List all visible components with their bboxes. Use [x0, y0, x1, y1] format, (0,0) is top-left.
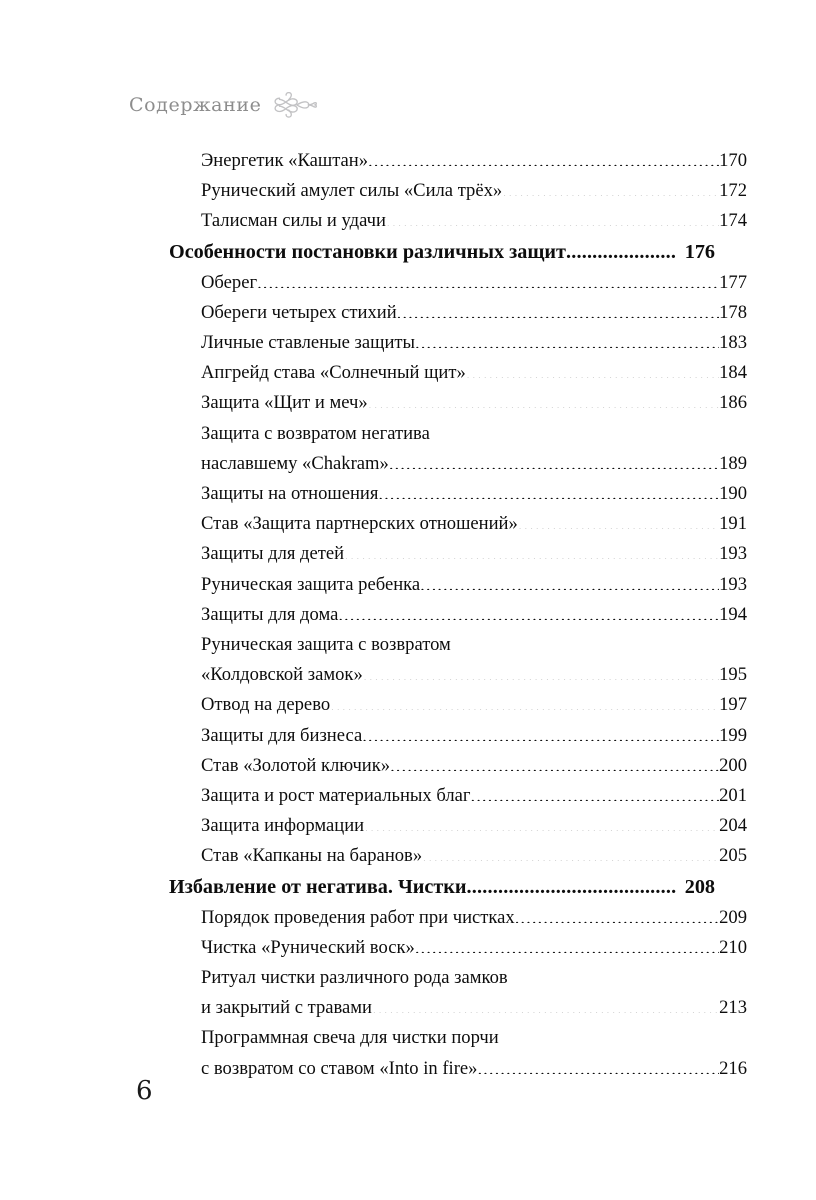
table-of-contents	[169, 146, 747, 1084]
toc-entry-page-number: 216	[719, 1057, 747, 1079]
toc-entry-label: Избавление от негатива. Чистки	[169, 875, 467, 898]
toc-leader-dots	[378, 480, 719, 499]
toc-leader-dots	[372, 995, 719, 1014]
toc-entry[interactable]	[169, 841, 747, 871]
toc-entry[interactable]	[169, 721, 747, 751]
toc-entry-label: Личные ставленые защиты	[201, 332, 416, 354]
toc-entry-page-number: 193	[719, 573, 747, 595]
toc-leader-dots	[257, 269, 719, 288]
toc-entry-page-number: 194	[719, 603, 747, 625]
toc-entry-page-number: 184	[719, 362, 747, 384]
toc-entry[interactable]	[169, 328, 747, 358]
toc-leader-dots	[338, 601, 719, 620]
toc-entry-page-number: 178	[719, 301, 747, 323]
toc-entry-page-number: 210	[719, 936, 747, 958]
toc-leader-dots	[368, 390, 719, 409]
toc-entry-page-number: 190	[719, 483, 747, 505]
toc-entry-label: Защиты на отношения	[201, 483, 379, 505]
toc-entry[interactable]	[169, 449, 747, 479]
toc-leader-dots	[344, 541, 719, 560]
toc-entry[interactable]	[169, 298, 747, 328]
toc-entry-label: наславшему «Chakram»	[201, 452, 389, 474]
toc-entry-label: Отвод на дерево	[201, 694, 331, 716]
toc-entry-page-number: 172	[719, 180, 747, 202]
toc-leader-dots	[518, 511, 719, 530]
running-head	[129, 90, 318, 120]
toc-entry-page-number: 183	[719, 332, 747, 354]
toc-entry[interactable]	[169, 660, 747, 690]
toc-entry-label: «Колдовской замок»	[201, 664, 363, 686]
toc-leader-dots	[477, 1055, 719, 1074]
toc-leader-dots	[422, 843, 719, 862]
toc-leader-dots	[363, 662, 719, 681]
toc-entry-page-number: 186	[719, 392, 747, 414]
toc-entry[interactable]	[169, 206, 747, 236]
toc-entry-page-number: 199	[719, 724, 747, 746]
toc-entry-label: Став «Защита партнерских отношений»	[201, 513, 518, 535]
toc-entry-page-number: 208	[684, 875, 715, 898]
toc-entry[interactable]	[169, 903, 747, 933]
toc-leader-dots	[390, 752, 719, 771]
toc-entry[interactable]	[169, 630, 747, 660]
toc-leader-dots	[368, 147, 719, 166]
toc-entry-label: Рунический амулет силы «Сила трёх»	[201, 180, 503, 202]
toc-entry[interactable]	[169, 811, 747, 841]
toc-entry-label: Чистка «Рунический воск»	[201, 936, 415, 958]
toc-entry[interactable]	[169, 570, 747, 600]
toc-entry-label: Став «Золотой ключик»	[201, 754, 391, 776]
toc-entry[interactable]	[169, 176, 747, 206]
toc-entry[interactable]	[169, 479, 747, 509]
toc-entry-label: Защиты для детей	[201, 543, 345, 565]
toc-entry[interactable]	[169, 419, 747, 449]
toc-entry[interactable]	[169, 1023, 747, 1053]
toc-leader-dots	[566, 237, 677, 257]
toc-leader-dots	[467, 872, 677, 892]
toc-entry-label: Защиты для бизнеса	[201, 724, 363, 746]
toc-leader-dots	[508, 964, 747, 983]
toc-entry-page-number: 176	[684, 240, 715, 263]
celtic-knot-ornament-icon	[272, 92, 318, 118]
toc-entry-page-number: 170	[719, 150, 747, 171]
toc-entry-label: с возвратом со ставом «Into in fire»	[201, 1057, 478, 1079]
toc-leader-dots	[430, 420, 747, 439]
toc-part-heading[interactable]	[169, 872, 715, 903]
toc-entry-page-number: 195	[719, 664, 747, 686]
toc-leader-dots	[420, 571, 719, 590]
toc-leader-dots	[451, 631, 747, 650]
toc-entry-page-number: 209	[719, 906, 747, 928]
toc-leader-dots	[364, 813, 719, 832]
toc-entry[interactable]	[169, 509, 747, 539]
toc-leader-dots	[515, 904, 719, 923]
toc-leader-dots	[362, 722, 719, 741]
toc-leader-dots	[502, 178, 719, 197]
toc-entry[interactable]	[169, 146, 747, 176]
toc-entry-label: Программная свеча для чистки порчи	[201, 1027, 499, 1049]
toc-entry[interactable]	[169, 690, 747, 720]
toc-entry-label: и закрытий с травами	[201, 997, 373, 1019]
toc-entry[interactable]	[169, 539, 747, 569]
toc-entry-label: Руническая защита с возвратом	[201, 634, 451, 656]
toc-leader-dots	[415, 329, 719, 348]
toc-entry-page-number: 177	[719, 271, 747, 293]
toc-entry-page-number: 205	[719, 845, 747, 867]
toc-entry[interactable]	[169, 268, 747, 298]
toc-entry-label: Талисман силы и удачи	[201, 210, 386, 232]
toc-entry[interactable]	[169, 963, 747, 993]
toc-entry-label: Оберег	[201, 271, 258, 293]
toc-entry[interactable]	[169, 993, 747, 1023]
toc-entry-label: Энергетик «Каштан»	[201, 150, 369, 171]
toc-leader-dots	[389, 450, 719, 469]
toc-entry[interactable]	[169, 388, 747, 418]
toc-entry[interactable]	[169, 1054, 747, 1084]
toc-part-heading[interactable]	[169, 237, 715, 268]
toc-entry-label: Ритуал чистки различного рода замков	[201, 967, 508, 989]
toc-entry-page-number: 201	[719, 785, 747, 807]
toc-leader-dots	[397, 299, 719, 318]
toc-leader-dots	[330, 692, 719, 711]
toc-entry[interactable]	[169, 358, 747, 388]
toc-leader-dots	[471, 782, 720, 801]
toc-entry[interactable]	[169, 933, 747, 963]
toc-entry-page-number: 213	[719, 997, 747, 1019]
toc-entry-label: Защиты для дома	[201, 603, 339, 625]
toc-entry-page-number: 191	[719, 513, 747, 535]
toc-entry-label: Особенности постановки различных защит	[169, 240, 566, 263]
page-title: Содержание	[129, 94, 262, 116]
toc-entry-label: Руническая защита ребенка	[201, 573, 421, 595]
toc-leader-dots	[466, 360, 719, 379]
toc-entry-label: Став «Капканы на баранов»	[201, 845, 423, 867]
toc-entry-page-number: 200	[719, 754, 747, 776]
toc-entry-page-number: 204	[719, 815, 747, 837]
folio-page-number: 6	[136, 1076, 153, 1106]
toc-entry-label: Защита «Щит и меч»	[201, 392, 368, 414]
toc-entry-page-number: 193	[719, 543, 747, 565]
toc-entry-label: Защита и рост материальных благ	[201, 785, 471, 807]
toc-entry-label: Порядок проведения работ при чистках	[201, 906, 515, 928]
toc-leader-dots	[386, 208, 719, 227]
toc-entry[interactable]	[169, 751, 747, 781]
toc-entry-page-number: 189	[719, 452, 747, 474]
toc-entry-label: Защита информации	[201, 815, 365, 837]
toc-entry-label: Обереги четырех стихий	[201, 301, 397, 323]
toc-leader-dots	[499, 1025, 747, 1044]
toc-entry[interactable]	[169, 600, 747, 630]
toc-entry-label: Защита с возвратом негатива	[201, 422, 430, 444]
toc-leader-dots	[415, 934, 719, 953]
toc-entry-page-number: 174	[719, 210, 747, 232]
toc-entry[interactable]	[169, 781, 747, 811]
toc-entry-page-number: 197	[719, 694, 747, 716]
toc-entry-label: Апгрейд става «Солнечный щит»	[201, 362, 466, 384]
